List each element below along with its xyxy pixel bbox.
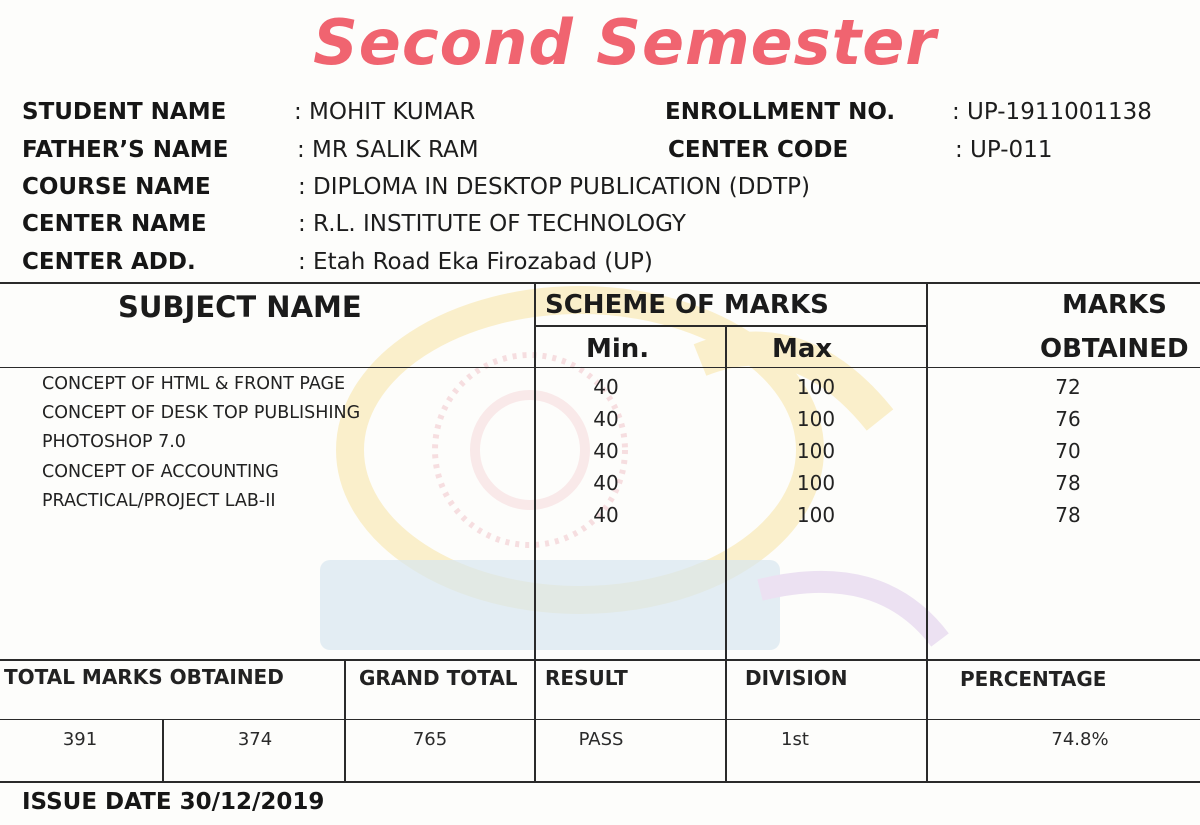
table-bottom-border [0, 781, 1200, 783]
subject-name: CONCEPT OF HTML & FRONT PAGE [42, 374, 346, 394]
min-header: Min. [586, 334, 650, 364]
grand-total-value: 765 [412, 729, 448, 750]
max-mark: 100 [796, 503, 836, 527]
obtained-mark: 72 [1055, 375, 1081, 399]
student-name-value: : MOHIT KUMAR [294, 99, 476, 125]
max-mark: 100 [796, 471, 836, 495]
body-bottom-border [0, 659, 1200, 661]
min-mark: 40 [593, 439, 619, 463]
min-mark: 40 [593, 471, 619, 495]
subject-name: PRACTICAL/PROJECT LAB-II [42, 491, 276, 511]
scheme-of-marks-header: SCHEME OF MARKS [545, 290, 829, 320]
enrollment-value: : UP-1911001138 [952, 99, 1152, 125]
page-title: Second Semester [313, 6, 937, 79]
subject-name: CONCEPT OF ACCOUNTING [42, 462, 279, 482]
obtained-mark: 78 [1055, 471, 1081, 495]
center-code-label: CENTER CODE [668, 137, 849, 163]
max-mark: 100 [796, 375, 836, 399]
footer-mid-border [0, 719, 1200, 720]
total-marks-part2: 374 [237, 729, 273, 750]
course-name-label: COURSE NAME [22, 174, 211, 200]
father-name-value: : MR SALIK RAM [297, 137, 479, 163]
divider-total-grand [344, 659, 346, 782]
header-bottom-border [0, 367, 1200, 368]
min-mark: 40 [593, 407, 619, 431]
subject-name-header: SUBJECT NAME [118, 290, 362, 324]
marks-obtained-header-line1: MARKS [1062, 290, 1167, 320]
obtained-mark: 76 [1055, 407, 1081, 431]
subject-name: CONCEPT OF DESK TOP PUBLISHING [42, 403, 361, 423]
issue-date: ISSUE DATE 30/12/2019 [22, 789, 325, 815]
total-marks-label: TOTAL MARKS OBTAINED [4, 665, 284, 689]
table-top-border [0, 282, 1200, 284]
max-mark: 100 [796, 439, 836, 463]
max-header: Max [772, 334, 833, 364]
min-mark: 40 [593, 503, 619, 527]
total-marks-part1: 391 [62, 729, 98, 750]
center-address-label: CENTER ADD. [22, 249, 196, 275]
obtained-mark: 70 [1055, 439, 1081, 463]
divider-total-split [162, 719, 164, 782]
divider-min-max [725, 325, 727, 782]
percentage-value: 74.8% [1051, 729, 1109, 750]
student-name-label: STUDENT NAME [22, 99, 227, 125]
father-name-label: FATHER’S NAME [22, 137, 229, 163]
center-code-value: : UP-011 [955, 137, 1053, 163]
divider-max-obtained [926, 282, 928, 782]
result-value: PASS [578, 729, 624, 750]
center-address-value: : Etah Road Eka Firozabad (UP) [298, 249, 653, 275]
center-name-value: : R.L. INSTITUTE OF TECHNOLOGY [298, 211, 686, 237]
max-mark: 100 [796, 407, 836, 431]
subject-name: PHOTOSHOP 7.0 [42, 432, 186, 452]
obtained-mark: 78 [1055, 503, 1081, 527]
grand-total-label: GRAND TOTAL [359, 666, 518, 690]
divider-subject-min [534, 282, 536, 782]
percentage-label: PERCENTAGE [960, 667, 1107, 691]
division-label: DIVISION [745, 666, 848, 690]
min-mark: 40 [593, 375, 619, 399]
marks-obtained-header-line2: OBTAINED [1040, 334, 1189, 364]
division-value: 1st [781, 729, 809, 750]
scheme-underline [534, 325, 926, 327]
result-label: RESULT [545, 666, 628, 690]
center-name-label: CENTER NAME [22, 211, 207, 237]
course-name-value: : DIPLOMA IN DESKTOP PUBLICATION (DDTP) [298, 174, 811, 200]
enrollment-label: ENROLLMENT NO. [665, 99, 896, 125]
